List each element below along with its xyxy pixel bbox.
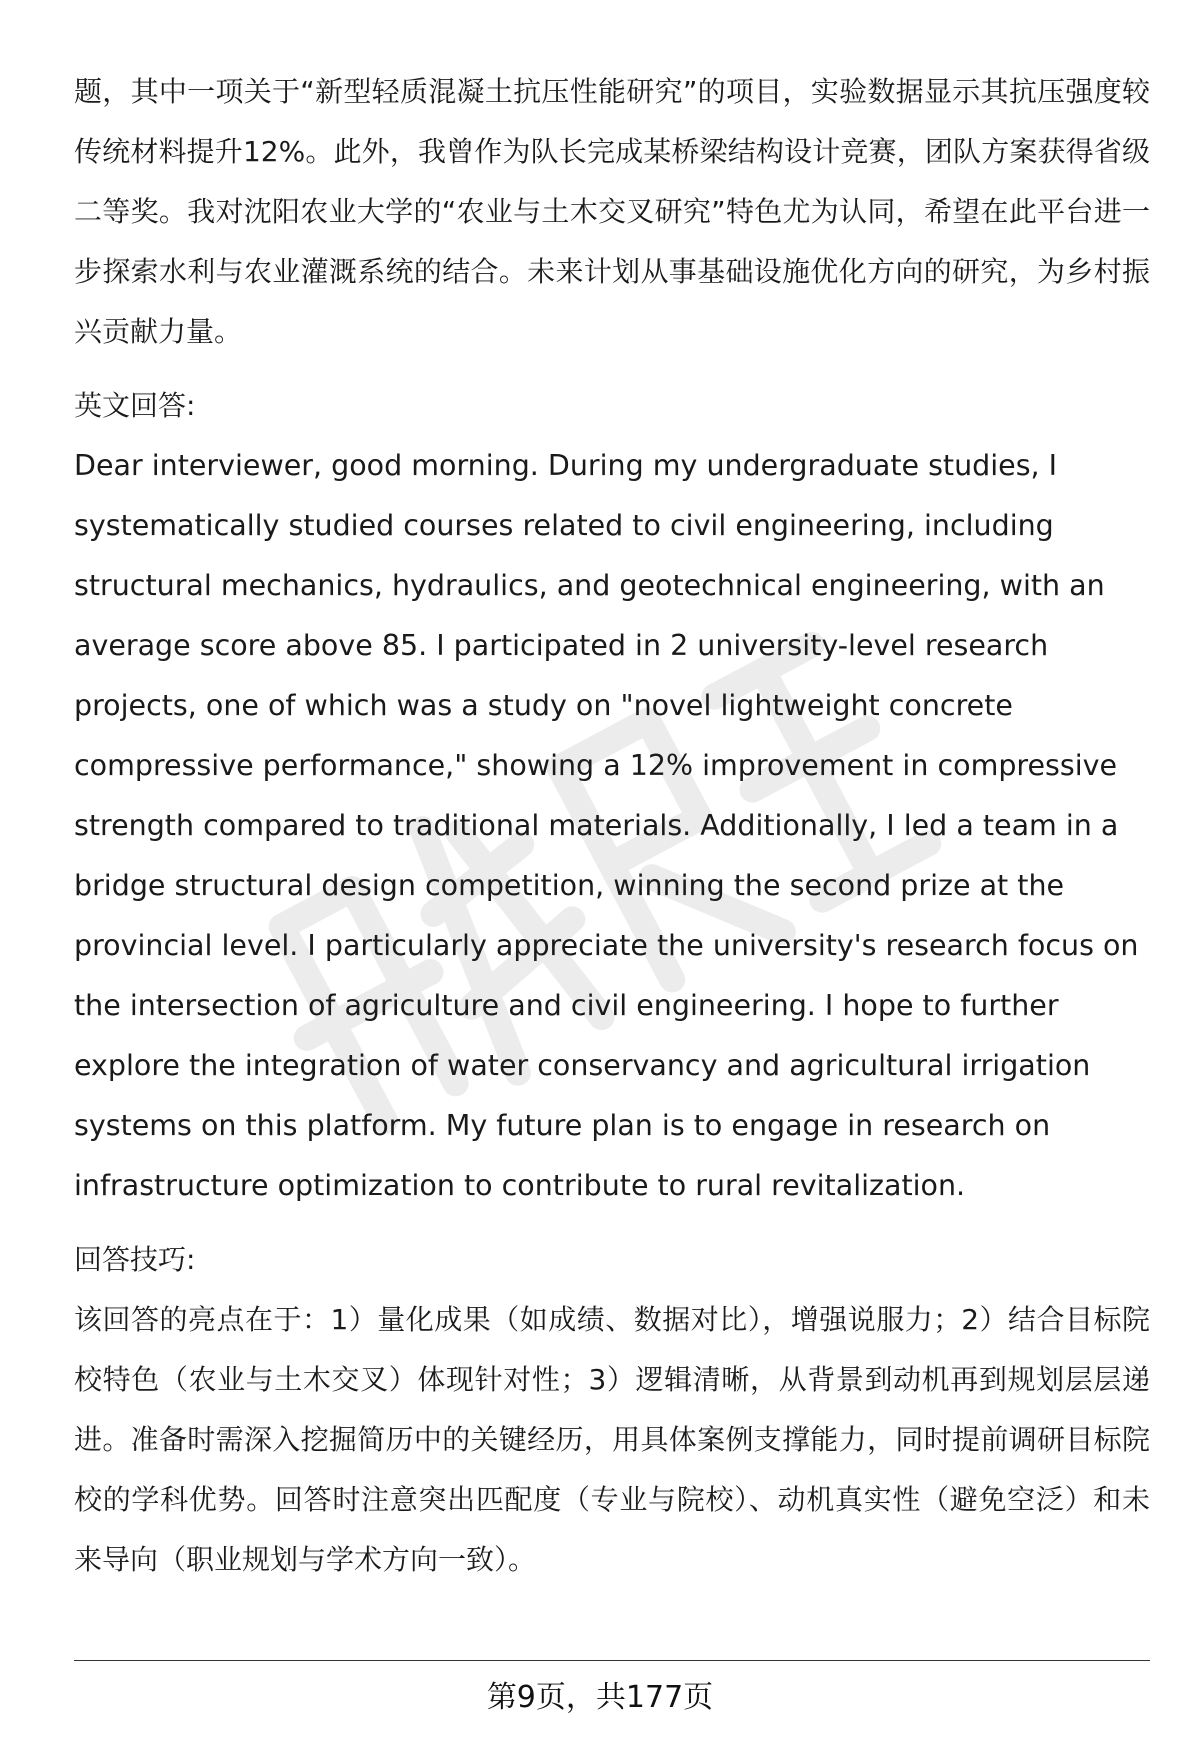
english-answer-paragraph: Dear interviewer, good morning. During my undergraduate studies, I systematically studied courses related to civil engineering, including structural mechanics, hydraulics, and geotechnical engineering, with an average score above 85. I participated in 2 university-level research projects, one of which was a study on "novel lightweight concrete compressive performance," showing a 12% improvement in compressive strength compared to traditional materials. Additionally, I led a team in a bridge structural design competition, winning the second prize at the provincial level. I particularly appreciate the university's research focus on the intersection of agriculture and civil engineering. I hope to further explore the integration of water conservancy and agricultural irrigation systems on this platform. My future plan is to engage in research on infrastructure optimization to contribute to rural revitalization. (74, 449, 1139, 1202)
footer-divider (74, 1660, 1150, 1661)
spacer (74, 362, 1150, 376)
page-number: 第9页，共177页 (486, 1680, 714, 1715)
english-answer-heading: 英文回答: (74, 389, 196, 422)
document-body (74, 62, 1150, 1590)
spacer (74, 1216, 1150, 1230)
intro-paragraph: 题，其中一项关于“新型轻质混凝土抗压性能研究”的项目，实验数据显示其抗压强度较传统材料提升12%。此外，我曾作为队长完成某桥梁结构设计竞赛，团队方案获得省级二等奖。我对沈阳农业大学的“农业与土木交叉研究”特色尤为认同，希望在此平台进一步探索水利与农业灌溉系统的结合。未来计划从事基础设施优化方向的研究，为乡村振兴贡献力量。 (74, 75, 1150, 348)
answer-tips-paragraph: 该回答的亮点在于：1）量化成果（如成绩、数据对比），增强说服力；2）结合目标院校特色（农业与土木交叉）体现针对性；3）逻辑清晰，从背景到动机再到规划层层递进。准备时需深入挖掘简历中的关键经历，用具体案例支撑能力，同时提前调研目标院校的学科优势。回答时注意突出匹配度（专业与院校）、动机真实性（避免空泛）和未来导向（职业规划与学术方向一致）。 (74, 1303, 1150, 1576)
answer-tips-heading: 回答技巧: (74, 1243, 196, 1276)
